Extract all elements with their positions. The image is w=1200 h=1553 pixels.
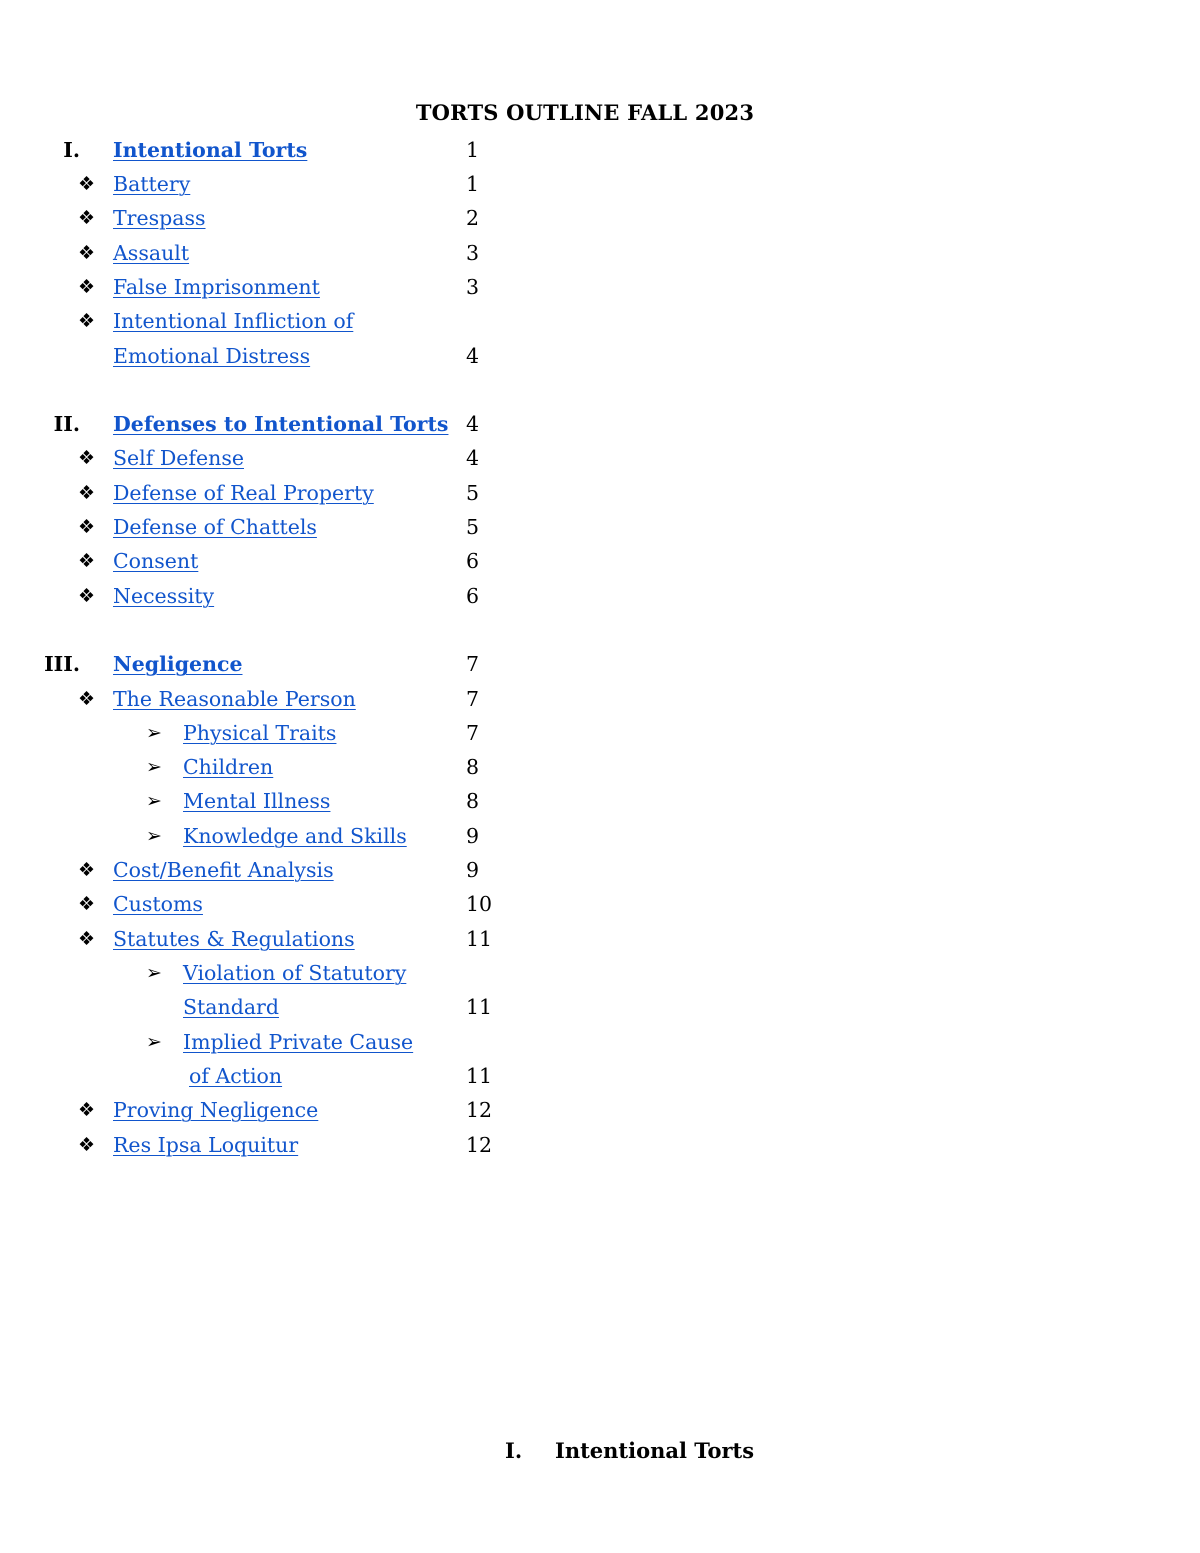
toc-entry	[0, 478, 600, 508]
diamond-bullet-icon: ❖	[78, 173, 96, 195]
toc-page-number: 2	[466, 206, 480, 230]
toc-page-number: 11	[466, 927, 493, 951]
toc-page-number: 4	[466, 446, 480, 470]
toc-page-number: 11	[466, 1064, 493, 1088]
arrowhead-bullet-icon: ➢	[146, 790, 162, 812]
diamond-bullet-icon: ❖	[78, 893, 96, 915]
toc-link-iied-line1[interactable]: Intentional Infliction of	[113, 309, 354, 333]
toc-entry	[0, 512, 600, 542]
toc-link-defenses[interactable]: Defenses to Intentional Torts	[113, 412, 449, 436]
toc-entry	[0, 924, 600, 954]
toc-link-implied-private-line1[interactable]: Implied Private Cause	[183, 1030, 414, 1054]
toc-link-res-ipsa[interactable]: Res Ipsa Loquitur	[113, 1133, 299, 1157]
toc-page-number: 7	[466, 652, 480, 676]
toc-page-number: 9	[466, 858, 480, 882]
arrowhead-bullet-icon: ➢	[146, 825, 162, 847]
arrowhead-bullet-icon: ➢	[146, 1031, 162, 1053]
toc-page-number: 6	[466, 584, 480, 608]
toc-link-false-imprisonment[interactable]: False Imprisonment	[113, 275, 320, 299]
toc-link-defense-chattels[interactable]: Defense of Chattels	[113, 515, 317, 539]
toc-entry	[0, 169, 600, 199]
section-numeral: II.	[53, 412, 80, 436]
diamond-bullet-icon: ❖	[78, 550, 96, 572]
diamond-bullet-icon: ❖	[78, 207, 96, 229]
toc-page-number: 12	[466, 1098, 493, 1122]
arrowhead-bullet-icon: ➢	[146, 962, 162, 984]
toc-page-number: 5	[466, 515, 480, 539]
toc-page-number: 3	[466, 241, 480, 265]
toc-entry	[0, 1130, 600, 1160]
toc-subentry	[0, 786, 600, 816]
toc-link-defense-real-property[interactable]: Defense of Real Property	[113, 481, 374, 505]
toc-link-necessity[interactable]: Necessity	[113, 584, 215, 608]
toc-link-physical-traits[interactable]: Physical Traits	[183, 721, 337, 745]
diamond-bullet-icon: ❖	[78, 585, 96, 607]
toc-page-number: 5	[466, 481, 480, 505]
toc-subentry	[0, 821, 600, 851]
diamond-bullet-icon: ❖	[78, 516, 96, 538]
toc-subentry	[0, 752, 600, 782]
toc-subentry	[0, 958, 600, 988]
toc-entry	[0, 889, 600, 919]
toc-link-iied-line2[interactable]: Emotional Distress	[113, 344, 311, 368]
toc-entry	[0, 1095, 600, 1125]
toc-page-number: 6	[466, 549, 480, 573]
toc-link-knowledge-skills[interactable]: Knowledge and Skills	[183, 824, 407, 848]
toc-link-trespass[interactable]: Trespass	[113, 206, 206, 230]
toc-entry	[0, 855, 600, 885]
toc-link-proving-negligence[interactable]: Proving Negligence	[113, 1098, 319, 1122]
document-title: TORTS OUTLINE FALL 2023	[415, 100, 755, 125]
toc-link-customs[interactable]: Customs	[113, 892, 203, 916]
diamond-bullet-icon: ❖	[78, 482, 96, 504]
toc-page-number: 7	[466, 687, 480, 711]
toc-page-number: 11	[466, 995, 493, 1019]
toc-page-number: 7	[466, 721, 480, 745]
toc-link-mental-illness[interactable]: Mental Illness	[183, 789, 331, 813]
toc-link-reasonable-person[interactable]: The Reasonable Person	[113, 687, 356, 711]
section-numeral: I.	[63, 138, 80, 162]
toc-page-number: 1	[466, 172, 480, 196]
toc-section-1	[0, 135, 600, 165]
toc-entry	[0, 238, 600, 268]
toc-link-battery[interactable]: Battery	[113, 172, 191, 196]
toc-subentry-continuation	[0, 992, 600, 1022]
arrowhead-bullet-icon: ➢	[146, 722, 162, 744]
toc-entry	[0, 546, 600, 576]
section-numeral: III.	[44, 652, 80, 676]
diamond-bullet-icon: ❖	[78, 276, 96, 298]
toc-link-violation-statutory-line1[interactable]: Violation of Statutory	[183, 961, 407, 985]
toc-link-self-defense[interactable]: Self Defense	[113, 446, 244, 470]
diamond-bullet-icon: ❖	[78, 1099, 96, 1121]
toc-page-number: 3	[466, 275, 480, 299]
toc-link-implied-private-line2[interactable]: of Action	[189, 1064, 283, 1088]
toc-link-children[interactable]: Children	[183, 755, 274, 779]
toc-link-assault[interactable]: Assault	[113, 241, 190, 265]
toc-page-number: 10	[466, 892, 493, 916]
toc-entry	[0, 581, 600, 611]
toc-subentry	[0, 718, 600, 748]
toc-section-3	[0, 649, 600, 679]
arrowhead-bullet-icon: ➢	[146, 756, 162, 778]
toc-page-number: 9	[466, 824, 480, 848]
diamond-bullet-icon: ❖	[78, 688, 96, 710]
toc-page-number: 12	[466, 1133, 493, 1157]
toc-page-number: 8	[466, 789, 480, 813]
toc-entry-continuation	[0, 341, 600, 371]
toc-link-negligence[interactable]: Negligence	[113, 652, 243, 676]
diamond-bullet-icon: ❖	[78, 242, 96, 264]
toc-entry	[0, 203, 600, 233]
toc-page-number: 4	[466, 344, 480, 368]
toc-entry	[0, 684, 600, 714]
toc-subentry-continuation	[0, 1061, 600, 1091]
toc-page-number: 4	[466, 412, 480, 436]
toc-link-cost-benefit[interactable]: Cost/Benefit Analysis	[113, 858, 334, 882]
heading-numeral: I.	[505, 1438, 523, 1463]
diamond-bullet-icon: ❖	[78, 310, 96, 332]
toc-page-number: 1	[466, 138, 480, 162]
diamond-bullet-icon: ❖	[78, 928, 96, 950]
toc-entry	[0, 443, 600, 473]
diamond-bullet-icon: ❖	[78, 859, 96, 881]
heading-text: Intentional Torts	[555, 1438, 755, 1463]
toc-link-statutes-regulations[interactable]: Statutes & Regulations	[113, 927, 355, 951]
toc-section-2	[0, 409, 600, 439]
diamond-bullet-icon: ❖	[78, 447, 96, 469]
diamond-bullet-icon: ❖	[78, 1134, 96, 1156]
toc-entry	[0, 306, 600, 336]
toc-page-number: 8	[466, 755, 480, 779]
toc-link-consent[interactable]: Consent	[113, 549, 199, 573]
toc-link-intentional-torts[interactable]: Intentional Torts	[113, 138, 308, 162]
toc-link-violation-statutory-line2[interactable]: Standard	[183, 995, 279, 1019]
toc-subentry	[0, 1027, 600, 1057]
toc-entry	[0, 272, 600, 302]
